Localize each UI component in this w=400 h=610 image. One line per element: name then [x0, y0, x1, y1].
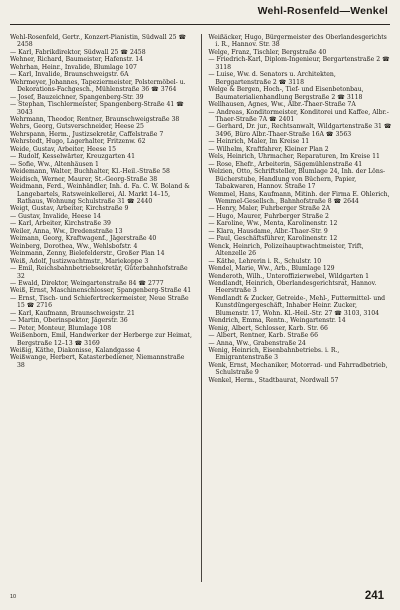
directory-entry: — Martin, Oberinspektor, Jägerstr. 36 [10, 317, 128, 325]
directory-entry: Wenck, Heinrich, Polizeihauptwachtmeister, Trift, Altenzelle 26 [208, 242, 364, 258]
directory-entry: — Ewald, Direktor, Weingartenstraße 84 ☎ 2777 [10, 279, 164, 287]
directory-entry: Wenderoth, Wilh., Unteroffizierwebel, Wildgarten 1 [208, 272, 370, 280]
directory-entry: — Luise, Ww. d. Senators u. Architekten, Berggartenstraße 2 ☎ 3118 [208, 71, 336, 86]
directory-entry: Wendlandt, Heinrich, Oberlandesgerichtsrat, Hannov. Heerstraße 3 [208, 279, 377, 295]
directory-entry: — Hugo, Maurer, Fuhrberger Straße 2 [208, 212, 329, 220]
directory-entry: Wenig, Albert, Schlosser, Karb. Str. 66 [208, 324, 328, 332]
directory-entry: — Käthe, Lehrerin i. R., Schulstr. 10 [208, 257, 322, 265]
directory-entry: Weißwange, Herbert, Katasterbediener, Niemannstraße 38 [10, 354, 185, 369]
directory-entry: Wehner, Richard, Baumeister, Hafenstr. 14 [10, 56, 144, 64]
directory-entry: Weiß, Adolf, Justizwachtmstr., Mariekoppe 3 [10, 257, 149, 265]
directory-entry: Wehrhan, Heinr., Invalide, Blumlage 107 [10, 63, 137, 71]
directory-entry: — Friedrich-Karl, Diplom-Ingenieur, Bergartenstraße 2 ☎ 3118 [208, 56, 390, 71]
directory-entry: Wehrstedt, Hugo, Lagerhalter, Fritzenw. 62 [10, 138, 146, 146]
directory-entry: — Karoline, Ww., Menta, Karolinenstr. 12 [208, 220, 338, 228]
directory-entry: Weiß, Ernst, Maschinenschlosser, Spangenberg-Straße 41 [10, 287, 192, 295]
directory-entry: — Stephan, Tischlermeister, Spangenberg-Straße 41 ☎ 3043 [10, 101, 184, 116]
directory-entry: Wels, Heinrich, Uhrmacher, Reparaturen, Im Kreise 11 [208, 153, 380, 161]
directory-columns [10, 34, 392, 582]
page-footer [10, 586, 390, 602]
directory-entry: Weinmann, Zenny, Bielefelderstr., Großer Plan 14 [10, 250, 165, 258]
directory-entry: Wendrich, Emma, Rentn., Weingartenstr. 14 [208, 317, 346, 325]
directory-entry: Weißenborn, Emil, Handwerker der Herberge zur Heimat, Bergstraße 12–13 ☎ 3169 [10, 332, 192, 347]
directory-entry: — Karl, Fabrikdirektor, Südwall 25 ☎ 2458 [10, 48, 146, 56]
column-divider [201, 34, 202, 582]
directory-entry: — Josef, Bauzeichner, Spangenberg-Str. 39 [10, 93, 144, 101]
directory-entry: — Gustav, Invalide, Heese 14 [10, 212, 101, 220]
directory-entry: Wehrspann, Herm., Justizsekretär, Caffelstraße 7 [10, 130, 164, 138]
page-header [10, 4, 390, 25]
directory-entry: — Karl, Arbeiter, Kirchstraße 39 [10, 220, 111, 228]
directory-entry: — Klara, Hausdame, Albr.-Thaer-Str. 9 [208, 227, 328, 235]
directory-entry: — Paul, Geschäftsführer, Karolinenstr. 12 [208, 235, 338, 243]
directory-entry: Wehrmeyer, Johannes, Tapeziermeister, Polstermöbel- u. Dekorations-Fachgesch., Mühlenstraße 36 ☎ 3764 [10, 78, 186, 94]
directory-entry: — Rudolf, Kesselwärter, Kreuzgarten 41 [10, 153, 135, 161]
directory-entry: — Anna, Ww., Grabenstraße 24 [208, 339, 306, 347]
directory-entry: Wendlandt & Zucker, Getreide-, Mehl-, Futtermittel- und Kunstdüngergeschäft, Inhaber Heinr. Zucker, Blumenstr. 17, Wohn. Kl.-Heil.-Str. 27 ☎ 3103, 3104 [208, 294, 386, 317]
directory-entry: — Heinrich, Maler, Im Kreise 11 [208, 138, 310, 146]
directory-entry: — Albert, Rentner, Karb. Straße 66 [208, 332, 318, 340]
directory-entry: Wehrmann, Theodor, Rentner, Braunschweigstraße 38 [10, 115, 180, 123]
directory-entry: — Gerhard, Dr. jur., Rechtsanwalt, Wildgartenstraße 31 ☎ 3496, Büro Albr.-Thaer-Straße 16A ☎ 3563 [208, 123, 392, 138]
directory-entry: Wenk, Ernst, Mechaniker, Motorrad- und Fahrradbetrieb, Schulstraße 9 [208, 361, 388, 377]
running-head: Wehl-Rosenfeld—Wenkel [257, 5, 388, 17]
directory-entry: Wendel, Marie, Ww., Arb., Blumlage 129 [208, 265, 335, 273]
directory-entry: — Sofie, Ww., Altenhäusen 1 [10, 160, 99, 168]
directory-entry: — Rose, Ehefr., Arbeiterin, Sägemühlenstraße 41 [208, 160, 363, 168]
directory-entry: Welge & Bergen, Hoch-, Tief- und Eisenbetonbau, Baumaterialienhandlung Bergstraße 2 ☎ 3118 [208, 86, 364, 101]
directory-entry: — Andreas, Konditormeister, Konditorei und Kaffee, Albr.-Thaer-Straße 7A ☎ 2401 [208, 108, 389, 123]
directory-entry: Weißäcker, Hugo, Bürgermeister des Oberlandesgerichts i. R., Hannov. Str. 38 [208, 34, 387, 49]
left-column [10, 34, 194, 582]
directory-entry: — Wilhelm, Kraftfahrer, Kleiner Plan 2 [208, 145, 329, 153]
page-number: 241 [364, 590, 384, 602]
directory-entry: — Ernst, Tisch- und Schiefertreckermeister, Neue Straße 15 ☎ 2716 [10, 294, 189, 310]
directory-entry: Weigt, Gustav, Arbeiter, Kirchstraße 9 [10, 205, 129, 213]
directory-entry: — Karl, Kaufmann, Braunschweigstr. 21 [10, 309, 135, 317]
right-column [208, 34, 392, 582]
directory-entry: Weimann, Georg, Kraftwagenf., Jägerstraße 40 [10, 235, 157, 243]
directory-entry: Welzien, Otto, Schriftsteller, Blumlage 24, Inh. der Löns-Bücherstube, Handlung von Büchern, Papier, Tabakwaren, Hannov. Straße 17 [208, 168, 386, 191]
directory-entry: — Karl, Invalide, Braunschweigstr. 6A [10, 71, 129, 79]
directory-entry: Wenkel, Herm., Stadtbaurat, Nordwall 57 [208, 376, 339, 384]
directory-entry: Wellhausen, Agnes, Ww., Albr.-Thaer-Straße 7A [208, 101, 356, 109]
directory-entry: Weißig, Käthe, Diakonisse, Kalandgasse 4 [10, 347, 141, 355]
directory-entry: Wehl-Rosenfeld, Gertr., Konzert-Pianistin, Südwall 25 ☎ 2458 [10, 34, 187, 49]
directory-entry: Wenig, Heinrich, Eisenbahnbetriebs. i. R., Emigrantenstraße 3 [208, 347, 340, 362]
directory-entry: Weidemann, Walter, Buchhalter, Kl.-Heil.-Straße 58 [10, 168, 170, 176]
directory-entry: Wehrs, Georg, Gutsverschneider, Heese 25 [10, 123, 144, 131]
directory-entry: — Emil, Reichsbahnbetriebsekretär, Güterbahnhofstraße 32 [10, 265, 188, 280]
directory-entry: Wemmel, Hans, Kaufmann, Mitinh. der Firma E. Ohlerich, Wemmel-Gesellsch., Bahnhofstraße 8 ☎ 2644 [208, 190, 390, 205]
directory-entry: Welge, Franz, Tischler, Bergstraße 40 [208, 48, 327, 56]
directory-entry: Weide, Gustav, Arbeiter, Heese 15 [10, 145, 116, 153]
directory-entry: Weidmann, Ferd., Weinhändler, Inh. d. Fa. C. W. Boland & Langebartels, Ratsweinkellerei, Al. Markt 14–15, Rathaus, Wohnung Schulstraße 31 ☎ 2440 [10, 183, 190, 205]
directory-entry: — Peter, Monteur, Blumlage 108 [10, 324, 112, 332]
directory-entry: — Henry, Maler, Fuhrberger Straße 2A [208, 205, 331, 213]
directory-entry: Weiler, Anna, Ww., Dredenstraße 13 [10, 227, 123, 235]
signature-mark: 10 [10, 594, 17, 600]
directory-entry: Weinberg, Dorothea, Ww., Wehlsbofstr. 4 [10, 242, 138, 250]
directory-entry: Weidisch, Werner, Maurer, St.-Georg-Straße 38 [10, 175, 158, 183]
